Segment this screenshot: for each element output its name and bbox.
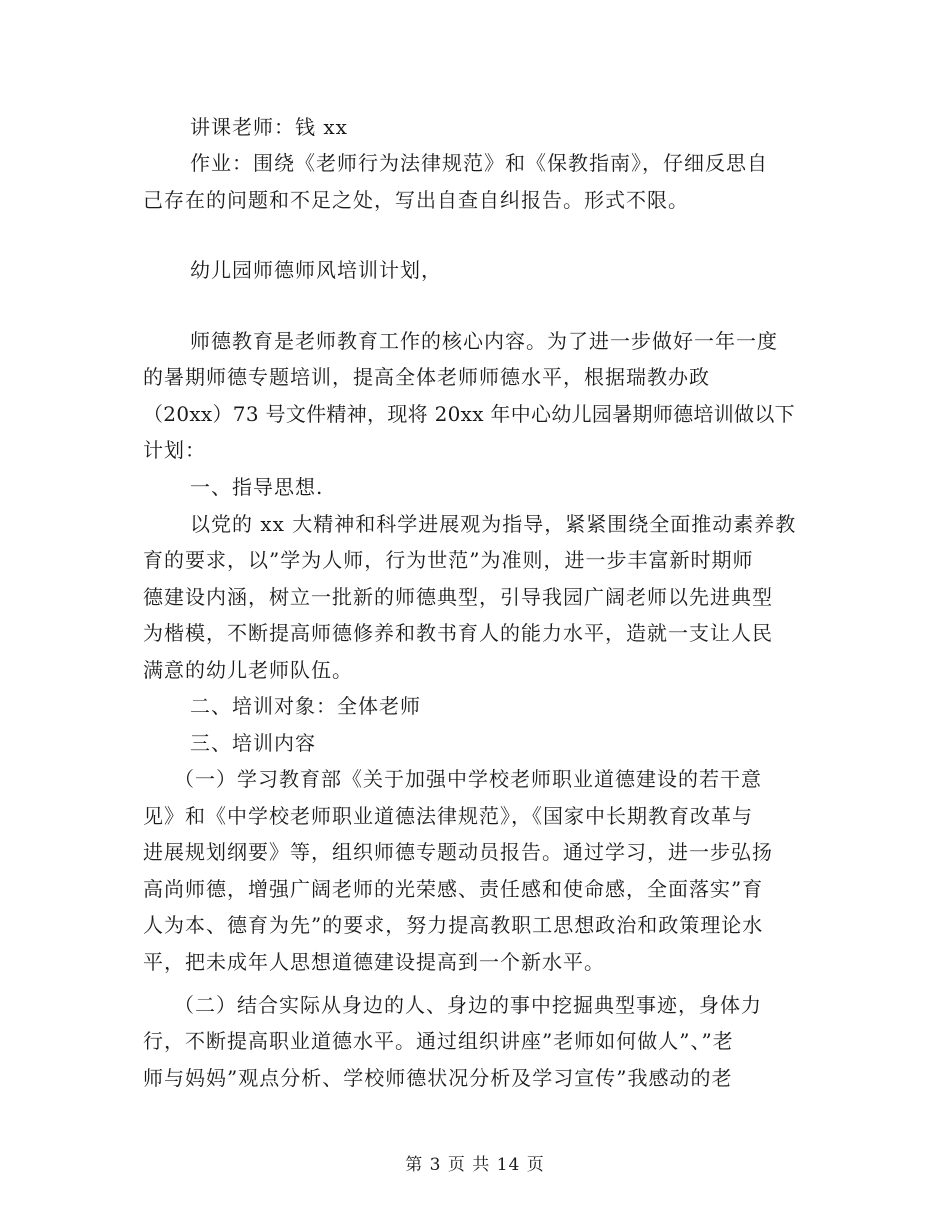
- text-line: （20xx）73 号文件精神，现将 20xx 年中心幼儿园暑期师德培训做以下: [143, 402, 795, 426]
- text-line: 的暑期师德专题培训，提高全体老师师德水平，根据瑞教办政: [143, 365, 710, 389]
- text-line: 人为本、德育为先”的要求，努力提高教职工思想政治和政策理论水: [143, 913, 764, 937]
- text-line: 平，把未成年人思想道德建设提高到一个新水平。: [143, 950, 605, 974]
- text-line: 德建设内涵，树立一批新的师德典型，引导我园广阔老师以先进典型: [143, 585, 773, 609]
- text-line: 计划：: [143, 438, 206, 462]
- subheading: 三、培训内容: [190, 731, 316, 755]
- text-line: 行，不断提高职业道德水平。通过组织讲座”老师如何做人”、”老: [143, 1029, 734, 1053]
- subheading: 二、培训对象：全体老师: [190, 694, 421, 718]
- text-line: 作业：围绕《老师行为法律规范》和《保教指南》，仔细反思自: [190, 151, 768, 175]
- text-line: 己存在的问题和不足之处，写出自查自纠报告。形式不限。: [143, 188, 689, 212]
- text-line: 育的要求，以”学为人师，行为世范”为准则，进一步丰富新时期师: [143, 548, 754, 572]
- page-number-footer: 第 3 页 共 14 页: [405, 1155, 545, 1175]
- text-line: 师与妈妈”观点分析、学校师德状况分析及学习宣传”我感动的老: [143, 1066, 733, 1090]
- text-line: 进展规划纲要》等，组织师德专题动员报告。通过学习，进一步弘扬: [143, 840, 773, 864]
- text-line: 见》和《中学校老师职业道德法律规范》，《国家中长期教育改革与: [143, 804, 753, 828]
- subheading: 一、指导思想.: [190, 475, 324, 499]
- text-line: 讲课老师：钱 xx: [190, 115, 348, 139]
- text-line: 满意的幼儿老师队伍。: [143, 658, 353, 682]
- text-line: （一）学习教育部《关于加强中学校老师职业道德建设的若干意: [174, 767, 762, 791]
- text-line: 师德教育是老师教育工作的核心内容。为了进一步做好一年一度: [190, 329, 778, 353]
- text-line: 高尚师德，增强广阔老师的光荣感、责任感和使命感，全面落实”育: [143, 877, 764, 901]
- text-line: （二）结合实际从身边的人、身边的事中挖掘典型事迹，身体力: [174, 993, 762, 1017]
- text-line: 以党的 xx 大精神和科学进展观为指导，紧紧围绕全面推动素养教: [190, 512, 797, 536]
- text-line: 为楷模，不断提高师德修养和教书育人的能力水平，造就一支让人民: [143, 621, 773, 645]
- section-heading: 幼儿园师德师风培训计划，: [190, 258, 442, 282]
